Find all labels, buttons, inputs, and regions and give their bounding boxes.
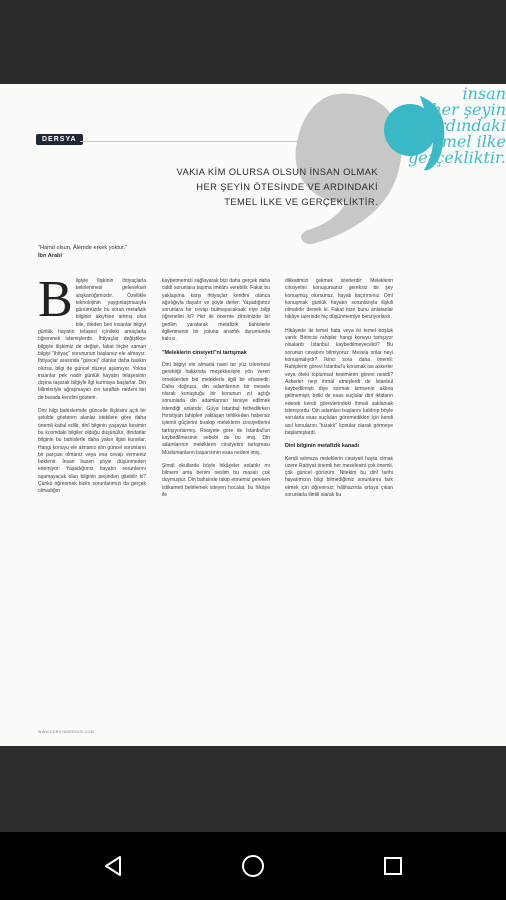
epigraph-author: İbn Arabi — [38, 253, 63, 259]
section-subhead: "Meleklerin cinsiyeti"ni tartışmak — [162, 349, 247, 356]
headline-line: HER ŞEYİN ÖTESİNDE VE ARDINDAKİ — [196, 181, 378, 192]
paragraph: kaybetmemizi sağlayarak bizi daha gerçek daha ciddi sorunlara taşıma imkânı verebilir. Fakat bu yaklaşıma karşı ihtiyaçlar kendini olanca ağırlığıyla dayatır ve şöyle derler: Yaşadığımız sorunlara bir cevap bulmayacaksak niye bilgi öğrenelim ki? Her iki önerme zihnimizde bir gerilim yaratarak metafizik bahislerle ilgilenmenin bir yoluna anamık durumunda kalırız. — [162, 278, 270, 343]
drop-cap: B — [38, 271, 73, 328]
paragraph: dikkatimizi çekmek isterlerdir: Meleklerin cinsiyetini konuşursanız gereksiz bir şey konuşmuş olursunuz, hayatı kaçırırsınız. Dinî konuşmak günlük hayatın sorunlarıyla ilişkili olmalıdır demek ki. Fakat bize bunu anlatanlar hikâye üzerinde hiç düşünmemiye benziyorlardı. — [285, 278, 393, 321]
android-nav-bar — [0, 832, 506, 900]
corner-word: ardındaki — [428, 116, 506, 135]
corner-decor-text — [398, 86, 506, 166]
text-column-2 — [162, 278, 270, 505]
corner-word: her şeyin — [431, 100, 506, 119]
paragraph: Dini bilgi bahislerinde güncelle ilişkisini açık bir şekilde gösteren alanlar ötekilere göre daha önemli kabul edilir, dinî bilginin yaşayan kesimin bu kısımdaki bilgiler olduğu düşünülür, dindarlar bilginin bu bahislerle daha yakın ilgisi kurarlar. Hangi konuyu ele almanız alın güncel sorunların bir parçası olmanız veya ona cevap vermeniz beklenir. İnsan bazen şöyle düşünmeden edemiyor: Yaşadığımız hayatın sorunlarını aşamayacak olan bilginin peşinden gitebilir ki? Çünkü öğrenmek bizim sorunlarımızı da gerçek olmadığın — [38, 408, 146, 495]
page-footer-url: WWW.DERSYADERGISI.COM — [38, 730, 94, 734]
back-icon[interactable] — [93, 846, 133, 886]
recents-icon[interactable] — [373, 846, 413, 886]
text-column-1 — [38, 271, 146, 502]
corner-word: insan — [462, 84, 506, 103]
article-headline — [140, 164, 378, 209]
text-column-3 — [285, 278, 393, 505]
magazine-page — [0, 84, 506, 746]
paragraph: Şimdi okullarda böyle hikâyeler anlatılır mı bilmem ama benim neslim bu masalı çok duymuştur. Din bahsinde takip etmemiz gereken istikameti belirlemek isteyen hocalar, bu hikâye ile — [162, 462, 270, 499]
epigraph-text: "Hamd olsun, Ålemde erkek yoktur." — [38, 245, 128, 251]
paragraph — [38, 271, 146, 402]
top-bar — [0, 0, 506, 84]
section-subhead: Dinî bilginin metafizik kanadı — [285, 443, 359, 450]
viewer-background — [0, 746, 506, 832]
headline-line: TEMEL İLKE VE GERÇEKLİKTİR. — [224, 196, 378, 207]
paragraph: Kendi adımıza meleklerin cinsiyeti hayta olmak üzere Rahiyat önemli her meselesini çok önemli, çok güncel görürüm. Nitekim bu dinî tarihi hayatımızın bilgi bilmediğimiz sorunlarını fark etmek için öğrenirsiz; hâlihazırda ortaya çıkan sorunlarla ilintili olarak bu — [285, 455, 393, 499]
epigraph — [38, 244, 178, 260]
corner-word: temel ilke — [425, 132, 506, 151]
home-icon[interactable] — [233, 846, 273, 886]
headline-line: VAKIA KİM OLURSA OLSUN İNSAN OLMAK — [176, 166, 378, 177]
paragraph: Dinî bilgiyi ele almada nasıl ter yüz izlenmesi gerektiği hakkında meşekkesiyle yön veren örneklerden biri meleklerle ilgili bir efsanedir. Daha doğrusu, din adamlarının bir mesele olarak konuştuğu bir konunun zıt açtığı sonunlarla din adamlarının tersiye edilmek istendiği anlatıdır. Güya İstanbul fethedilirken Hıristiyan tahipleri yaklaşan tehlikeden habersiz işlemli güçlerini bırakıp meleklerin cinsiyetlerini tartışıyorlarmış. Rivayete göre de İstanbul'un kaybedilmesinin sebebi de bu imiş. Din adamlarının meleklerin cinsiyetini tartışması Müslümanların başarısının esas nedeni imiş. — [162, 361, 270, 456]
paragraph: Hikâyede iki temel hata veya iki temel boşluk vardı: Birincisi rahipler hangi konuyu tartışıyor olsalardı İstanbul kaybedilmeyecekti? Bu sorunun cevabını bilmiyoruz. Mesela onlar neyi konuşmalıydı? İkinci sora daha önemli: Rahiplerin görevi İstanbul'u korumak ise askerler veya öteki toplumsal kesimlerin görevi nesidi? Askerler neyi ihmal etmişlerdi de İstanbul kaybedilmişti diye sormak kimsenin aklına gelmemişti; belki de esas suçlular dinî iktidarın ederek kendi görevlerindeki ihmali saklamak isteniyordu. Din adamları başlarını kaldırıp böyle sorularla esas suçluları göremedikleri için kendi asıl konularını "tuzaklı" konular olarak görmeye başlamışlardı. — [285, 327, 393, 436]
paragraph-text: ilgiyle ilişkinin ihtiyaçlarla belirlenmesi geleneksel alışkanlığımızdır. Özellikle teknolojinin yaygınlaşmasıyla günümüzde bu sorun metafizik bilginin akıyhine artmış olsa bile, öteden beri insanlar bilgiyi günlük hayatın telaşesi içindeki amaçlarla öğrenmek istemişlerdir. İhtiyaçlar değiştikçe bilgiyle ilişkimiz de değişir, fakat hiçbir zaman bilgiyi "ihtiyaç" sorununun başlarsız ele almayız. İhtiyaçlar arasında "güncel" olanlar daha baskın olursa, bilgi de güncel düzeyi aşamıyor. Yoksa insanlar pek nadir günlük hayatın telaşesinin dışına taşarak bilgiyle ilgi kurmaya başlarlar. Din bilimleriyle uğraşmayan zor tarafları nedeni biri de burada kendini gösterir. — [38, 278, 146, 401]
corner-word: gerçekliktir. — [408, 148, 506, 167]
section-tag: DERSYA — [36, 134, 83, 145]
tag-divider — [80, 141, 370, 142]
